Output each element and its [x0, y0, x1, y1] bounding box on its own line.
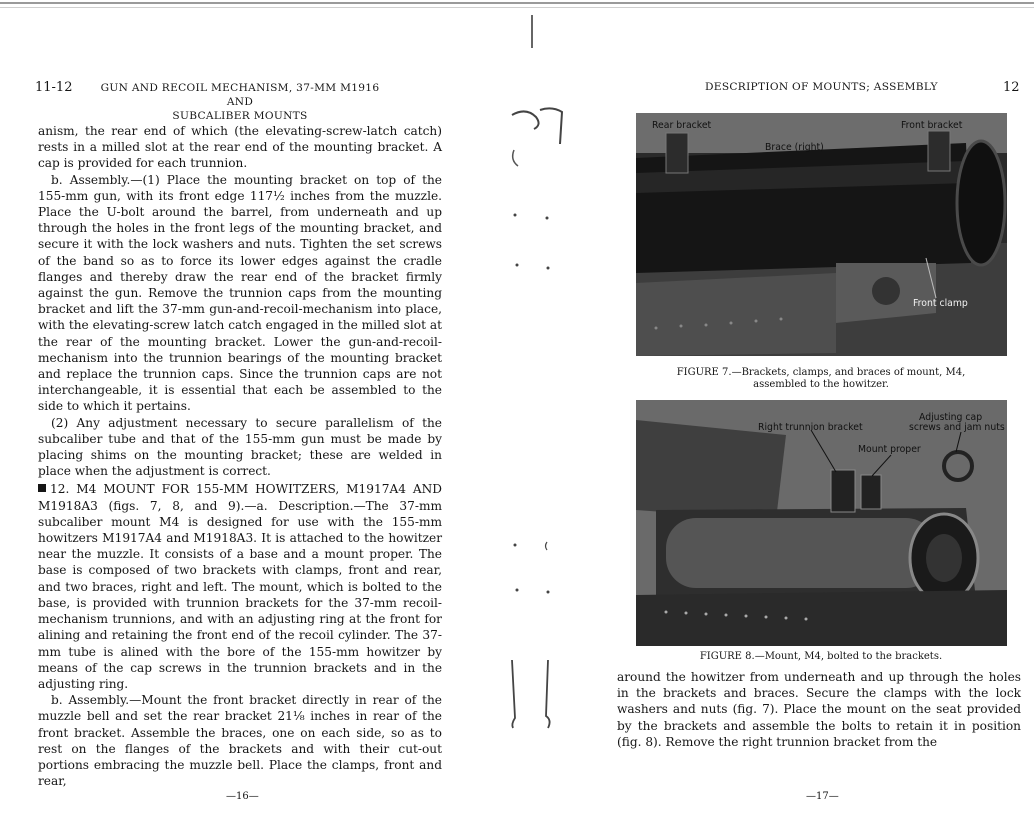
label-front-bracket: Front bracket	[901, 120, 963, 131]
right-folio: —17—	[806, 791, 839, 802]
paragraph-right: around the howitzer from underneath and up through the holes in the brackets and braces. Secure the clamps with the lock washers and nuts (fig. 7). Place the mount on the seat provided by the brackets and assemble the bolts to retain it in position (fig. 8). Remove the right trunnion bracket from the	[617, 670, 1021, 749]
right-page-number: 12	[1003, 80, 1020, 95]
figure-7-caption-line1: FIGURE 7.—Brackets, clamps, and braces of mount, M4,	[676, 367, 966, 378]
paragraph-section-12-text: 12. M4 MOUNT FOR 155-MM HOWITZERS, M1917A4 AND M1918A3 (figs. 7, 8, and 9).—a. Description.—The 37-mm subcaliber mount M4 is designed for use with the 155-mm howitzers M1917A4 and M1918A3. It is attached to the howitzer near the muzzle. It consists of a base and a mount proper. The base is composed of two brackets with clamps, front and rear, and two braces, right and left. The mount, which is bolted to the base, is provided with trunnion brackets for the 37-mm recoil-mechanism trunnions, and with an adjusting ring at the front for alining and retaining the front end of the recoil cylinder. The 37-mm tube is alined with the bore of the 155-mm howitzer by means of the cap screws in the trunnion brackets and in the adjusting ring.	[38, 482, 442, 691]
gutter-binding-marks	[490, 0, 580, 818]
paragraph-assembly-b: b. Assembly.—Mount the front bracket directly in rear of the muzzle bell and set the rear bracket 21⅛ inches in rear of the front bracket. Assemble the braces, one on each side, so as to rest on the flanges of the brackets and with their cut-out portions embracing the muzzle bell. Place the clamps, front and rear,	[38, 693, 442, 789]
label-right-trunnion-bracket: Right trunnion bracket	[758, 422, 863, 433]
label-screws-jam-nuts: screws and jam nuts	[909, 422, 1005, 433]
right-running-title: DESCRIPTION OF MOUNTS; ASSEMBLY	[705, 81, 938, 93]
left-running-title	[90, 81, 390, 123]
left-text-column	[38, 123, 442, 789]
left-title-line2: SUBCALIBER MOUNTS	[172, 110, 308, 122]
left-title-line1: GUN AND RECOIL MECHANISM, 37-MM M1916 AND	[100, 82, 380, 108]
figure-8-drawing	[636, 400, 1007, 646]
label-brace-right: Brace (right)	[765, 142, 824, 153]
paragraph-section-12	[38, 481, 442, 692]
label-adjusting-cap: Adjusting cap	[919, 412, 983, 423]
left-folio: —16—	[226, 791, 259, 802]
section-marker-icon	[38, 484, 46, 492]
left-section-number: 11-12	[35, 80, 73, 95]
figure-7-caption	[640, 367, 1002, 391]
label-mount-proper: Mount proper	[858, 444, 921, 455]
figure-8-caption: FIGURE 8.—Mount, M4, bolted to the brackets.	[699, 651, 943, 662]
figure-7-photo	[636, 113, 1007, 356]
label-front-clamp: Front clamp	[913, 298, 968, 309]
paragraph-assembly-2: (2) Any adjustment necessary to secure parallelism of the subcaliber tube and that of the 155-mm gun must be made by placing shims on the mounting bracket; these are welded in place when the adjustment is correct.	[38, 415, 442, 479]
figure-8-photo	[636, 400, 1007, 646]
paragraph-assembly-1: b. Assembly.—(1) Place the mounting bracket on top of the 155-mm gun, with its front edge 117½ inches from the muzzle. Place the U-bolt around the barrel, from underneath and up through the holes in the front legs of the mounting bracket, and secure it with the lock washers and nuts. Tighten the set screws of the band so as to force its lower edges against the cradle flanges and thereby draw the rear end of the bracket firmly against the gun. Remove the trunnion caps from the mounting bracket and lift the 37-mm gun-and-recoil-mechanism into place, with the elevating-screw latch catch engaged in the milled slot at the rear of the mounting bracket. Lower the gun-and-recoil-mechanism into the trunnion bearings of the mounting bracket and replace the trunnion caps. Since the trunnion caps are not interchangeable, it is essential that each be assembled to the side to which it pertains.	[38, 172, 442, 414]
right-text-column	[617, 669, 1021, 750]
figure-7-caption-line2: assembled to the howitzer.	[753, 379, 889, 390]
label-rear-bracket: Rear bracket	[652, 120, 712, 131]
paragraph-continuation: anism, the rear end of which (the elevating-screw-latch catch) rests in a milled slot at the rear end of the mounting bracket. A cap is provided for each trunnion.	[38, 124, 442, 171]
